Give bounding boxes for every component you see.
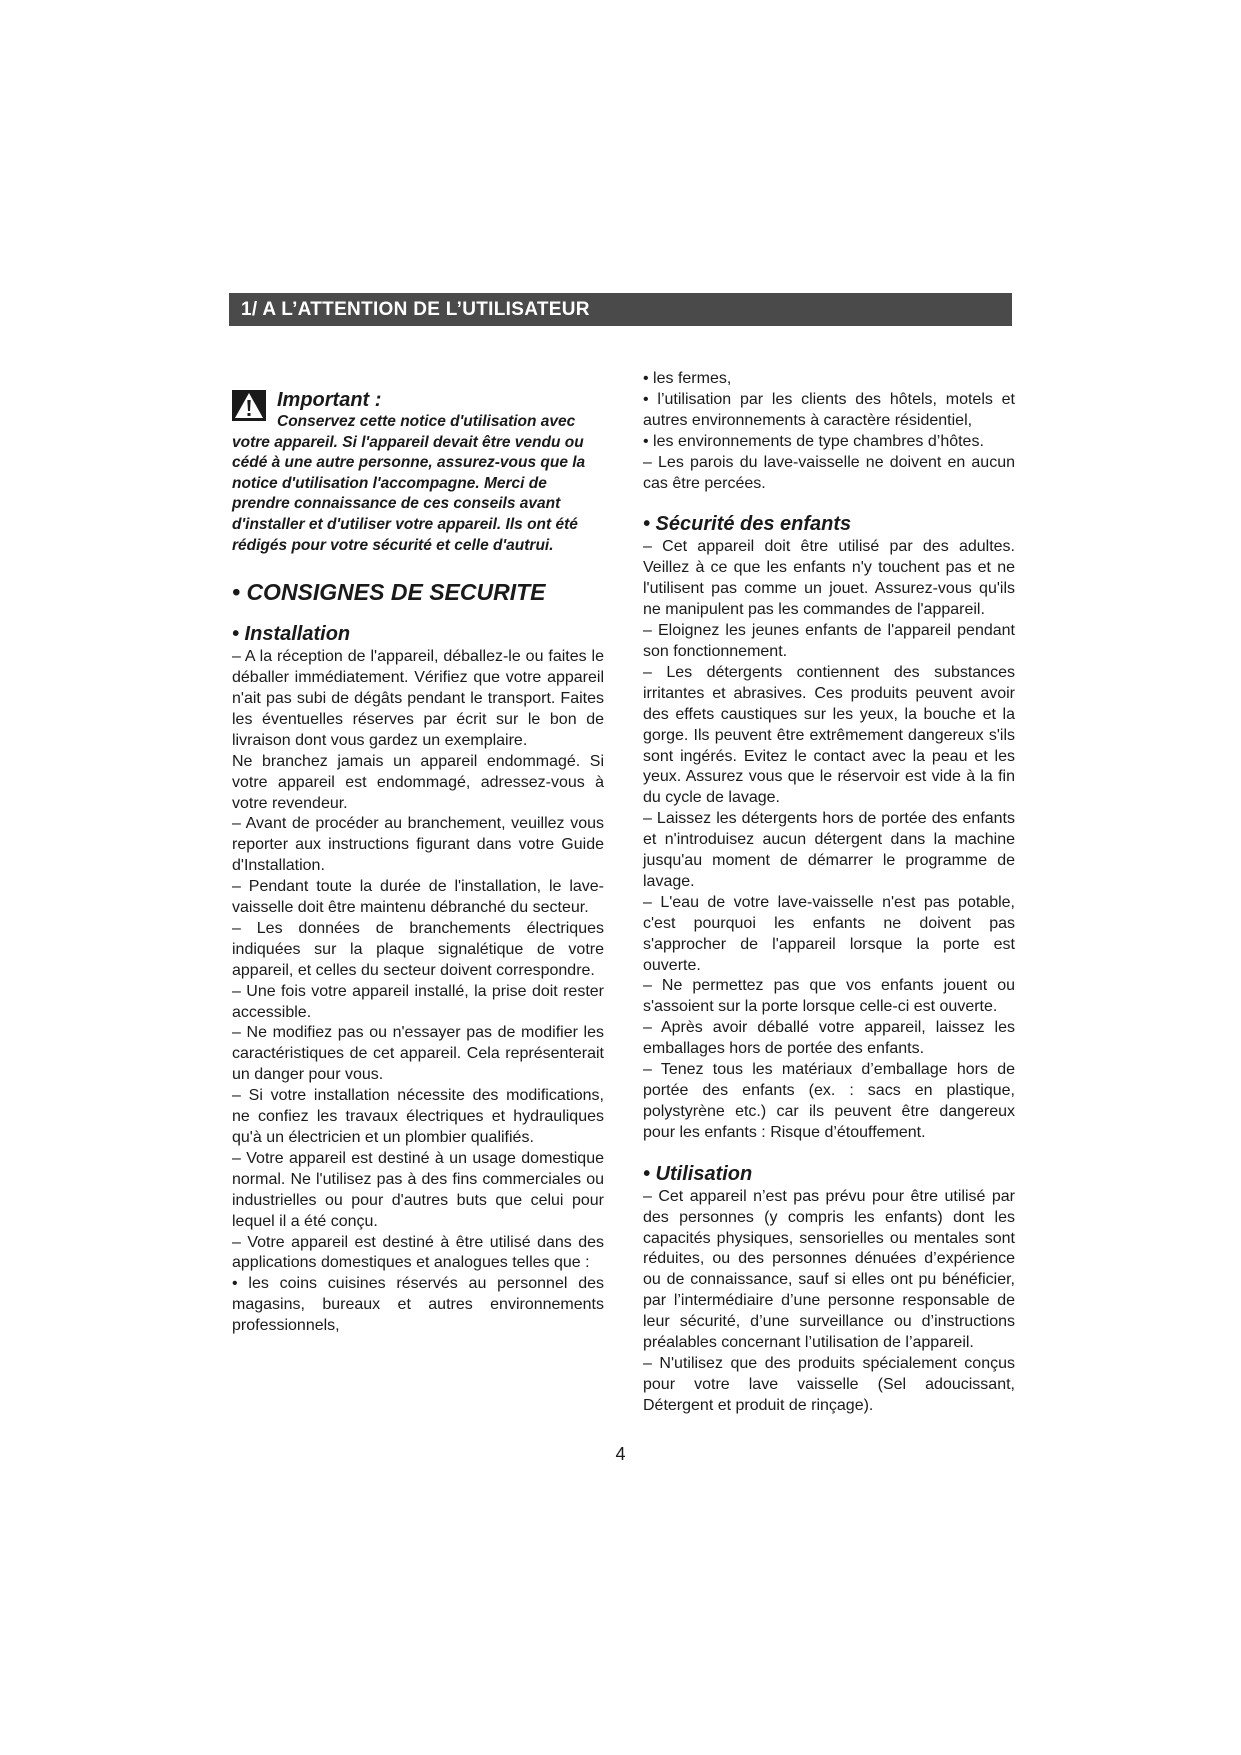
installation-paragraph: – Les données de branchements électriques indiquées sur la plaque signalétique de votre appareil, et celles du secteur doivent correspondre. [232, 919, 604, 979]
intro-paragraph: – Les parois du lave-vaisselle ne doivent en aucun cas être percées. [643, 453, 1015, 492]
installation-paragraph: – Votre appareil est destiné à un usage domestique normal. Ne l'utilisez pas à des fins commerciales ou industrielles ou pour d'autres buts que celui pour lequel il a été conçu. [232, 1149, 604, 1230]
securite-paragraph: – Ne permettez pas que vos enfants jouent ou s'assoient sur la porte lorsque celle-ci est ouverte. [643, 977, 1015, 1016]
securite-paragraph: – L'eau de votre lave-vaisselle n'est pas potable, c'est pourquoi les enfants ne doivent pas s'approcher de l'appareil lorsque la porte est ouverte. [643, 893, 1015, 974]
installation-paragraph: • les coins cuisines réservés au personnel des magasins, bureaux et autres environnements professionnels, [232, 1275, 604, 1335]
securite-paragraph: – Laissez les détergents hors de portée des enfants et n'introduisez aucun détergent dans la machine jusqu'au moment de démarrer le programme de lavage. [643, 810, 1015, 890]
securite-paragraph: – Eloignez les jeunes enfants de l'appareil pendant son fonctionnement. [643, 622, 1015, 660]
securite-paragraph: – Les détergents contiennent des substances irritantes et abrasives. Ces produits peuvent avoir des effets caustiques sur les yeux, la bouche et la gorge. Ils peuvent être extrêmement dangereux s'ils sont ingérés. Evitez le contact avec la peau et les yeux. Assurez vous que le réservoir est vide à la fin du cycle de lavage. [643, 663, 1015, 807]
installation-paragraph: Ne branchez jamais un appareil endommagé. Si votre appareil est endommagé, adressez-vous à votre revendeur. [232, 752, 604, 812]
page-number: 4 [615, 1444, 626, 1464]
installation-heading: • Installation [232, 623, 351, 646]
installation-paragraph: – A la réception de l'appareil, déballez-le ou faites le déballer immédiatement. Vérifiez que votre appareil n'ait pas subi de dégâts pendant le transport. Faites les éventuelles réserves par écrit sur le bon de livraison dont vous gardez un exemplaire. [232, 648, 604, 749]
section-header: 1/ A L’ATTENTION DE L’UTILISATEUR [229, 293, 1012, 326]
important-text: Conservez cette notice d'utilisation avec votre appareil. Si l'appareil devait être vendu ou cédé à une autre personne, assurez-vous que la notice d'utilisation l'accompagne. Merci de prendre connaissance de ces conseils avant d'installer et d'utiliser votre appareil. Ils ont été rédigés pour votre sécurité et celle d'autrui. [232, 413, 586, 554]
installation-paragraph: – Si votre installation nécessite des modifications, ne confiez les travaux électriques et hydrauliques qu'à un électricien et un plombier qualifiés. [232, 1087, 604, 1146]
securite-paragraph: – Après avoir déballé votre appareil, laissez les emballages hors de portée des enfants. [643, 1019, 1015, 1058]
left-column [232, 369, 604, 1337]
important-notice [232, 388, 604, 556]
installation-paragraph: – Votre appareil est destiné à être utilisé dans des applications domestiques et analogues telles que : [232, 1233, 604, 1272]
securite-paragraph: – Cet appareil doit être utilisé par des adultes. Veillez à ce que les enfants n'y touchent pas et ne l'utilisent pas comme un jouet. Assurez-vous qu'ils ne manipulent pas les commandes de l'appareil. [643, 538, 1015, 619]
intro-paragraph: • les environnements de type chambres d’hôtes. [643, 432, 984, 450]
utilisation-paragraph: – N'utilisez que des produits spécialement conçus pour votre lave vaisselle (Sel adoucissant, Détergent et produit de rinçage). [643, 1354, 1015, 1414]
utilisation-heading: • Utilisation [643, 1162, 753, 1185]
installation-paragraph: – Avant de procéder au branchement, veuillez vous reporter aux instructions figurant dans votre Guide d'Installation. [232, 815, 604, 875]
installation-paragraph: – Une fois votre appareil installé, la prise doit rester accessible. [232, 982, 604, 1021]
consignes-heading: • CONSIGNES DE SECURITE [232, 579, 546, 606]
intro-paragraph: • les fermes, [643, 370, 732, 387]
intro-paragraph: • l’utilisation par les clients des hôtels, motels et autres environnements à caractère résidentiel, [643, 390, 1015, 429]
securite-paragraph: – Tenez tous les matériaux d’emballage hors de portée des enfants (ex. : sacs en plastique, polystyrène etc.) car ils peuvent être dangereux pour les enfants : Risque d’étouffement. [643, 1061, 1015, 1141]
right-column [643, 369, 1015, 1417]
securite-enfants-heading: • Sécurité des enfants [643, 513, 852, 536]
installation-paragraph: – Ne modifiez pas ou n'essayer pas de modifier les caractéristiques de cet appareil. Cela représenterait un danger pour vous. [232, 1024, 604, 1084]
important-title: Important : [277, 389, 382, 411]
warning-icon [232, 390, 266, 421]
utilisation-paragraph: – Cet appareil n’est pas prévu pour être utilisé par des personnes (y compris les enfants) dont les capacités physiques, sensorielles ou mentales sont réduites, ou des personnes dénuées d’expérience ou de connaissance, sauf si elles ont pu bénéficier, par l’intermédiaire d’une personne responsable de leur sécurité, d’une surveillance ou d’instructions préalables concernant l’utilisation de l’appareil. [643, 1187, 1015, 1352]
installation-paragraph: – Pendant toute la durée de l'installation, le lave-vaisselle doit être maintenu débranché du secteur. [232, 878, 604, 917]
